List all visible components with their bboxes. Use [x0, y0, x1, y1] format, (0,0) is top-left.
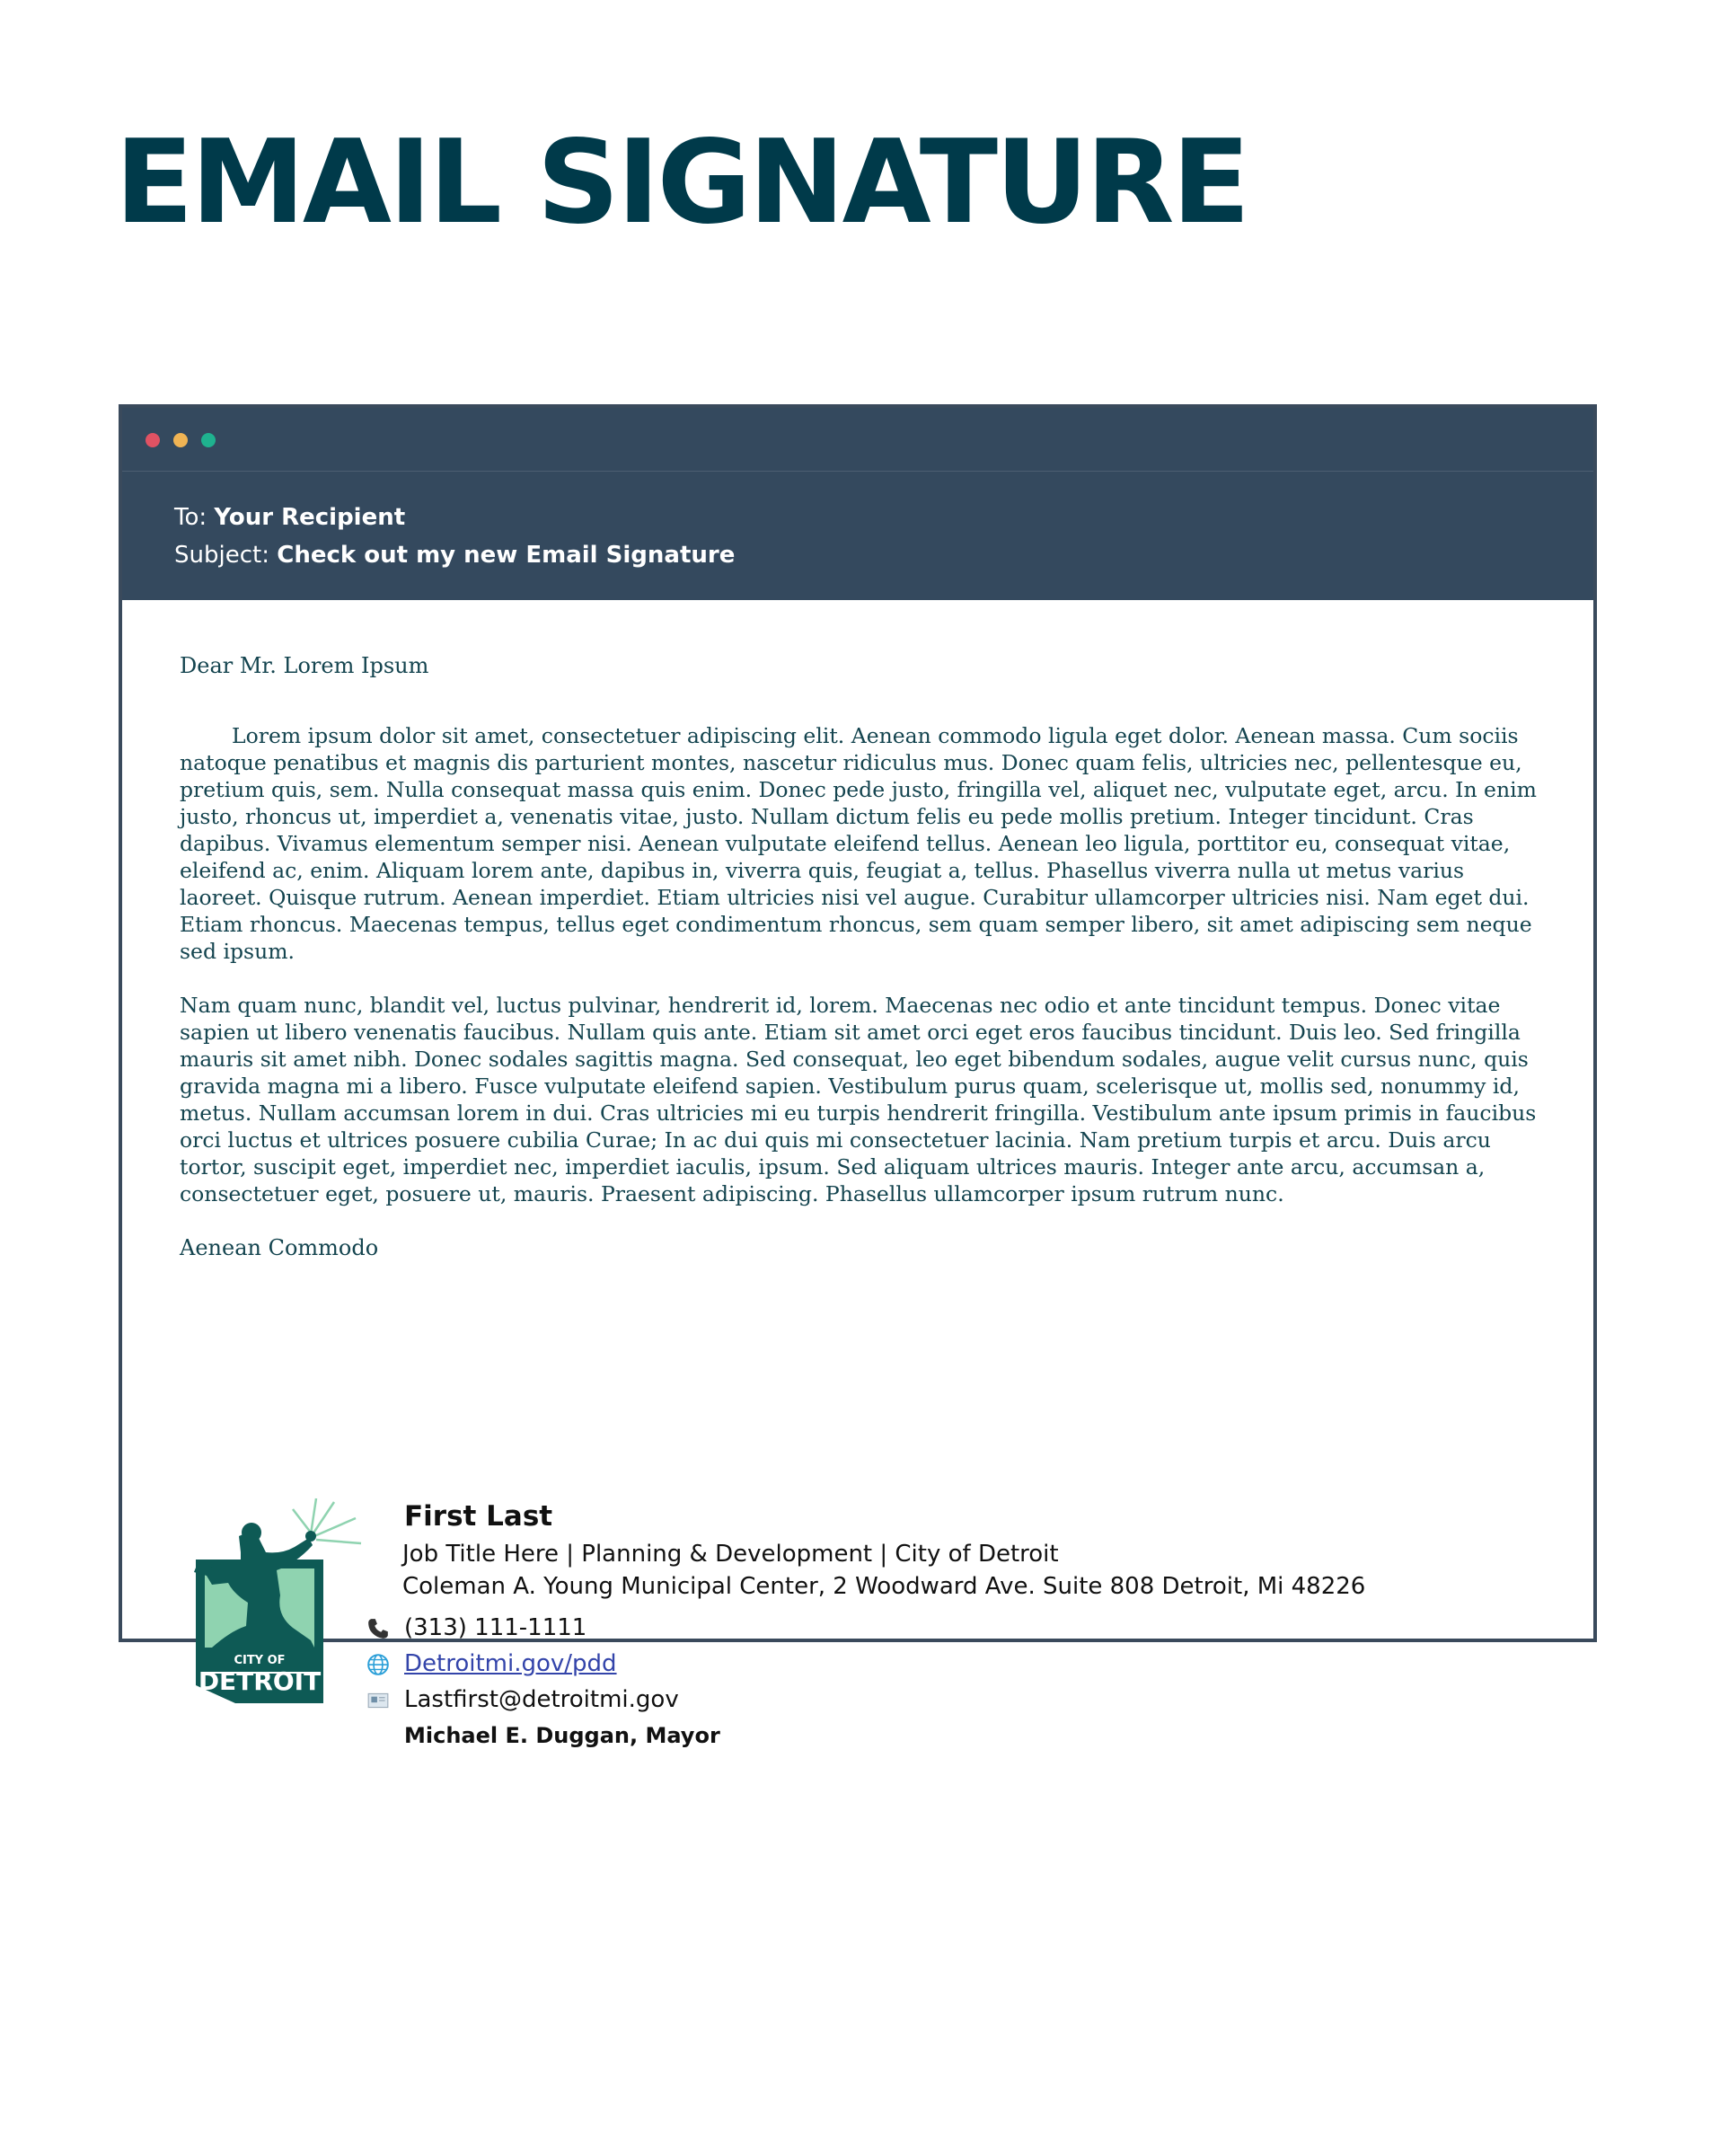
email-window [119, 404, 1597, 1748]
to-value: Your Recipient [214, 504, 406, 531]
signature-details [401, 1498, 1365, 1754]
signature-phone[interactable] [401, 1610, 1365, 1646]
city-of-detroit-logo [176, 1497, 365, 1703]
email-icon [366, 1689, 390, 1712]
logo-text-detroit: DETROIT [198, 1666, 322, 1696]
page-title: EMAIL SIGNATURE [115, 116, 1248, 250]
to-label: To: [174, 504, 207, 531]
signature-address: Coleman A. Young Municipal Center, 2 Woodward Ave. Suite 808 Detroit, Mi 48226 [402, 1573, 1366, 1600]
close-dot[interactable] [146, 433, 160, 447]
phone-icon [366, 1617, 390, 1640]
signature-mayor: Michael E. Duggan, Mayor [404, 1723, 720, 1748]
closing: Aenean Commodo [180, 1235, 379, 1260]
signature-email[interactable] [401, 1682, 1365, 1718]
greeting: Dear Mr. Lorem Ipsum [180, 653, 429, 678]
subject-row[interactable] [174, 536, 1593, 574]
subject-value: Check out my new Email Signature [277, 542, 736, 569]
globe-icon [366, 1653, 390, 1676]
logo-text-city-of: CITY OF [234, 1654, 286, 1667]
email-header [122, 472, 1593, 600]
body-paragraph-1: Lorem ipsum dolor sit amet, consectetuer adipiscing elit. Aenean commodo ligula eget dolor. Aenean massa. Cum sociis natoque penatibus et magnis dis parturient montes, nascetur ridiculus mus. Donec quam felis, ultricies nec, pellentesque eu, pretium quis, sem. Nulla consequat massa quis enim. Donec pede justo, fringilla vel, aliquet nec, vulputate eget, arcu. In enim justo, rhoncus ut, imperdiet a, venenatis vitae, justo. Nullam dictum felis eu pede mollis pretium. Integer tincidunt. Cras dapibus. Vivamus elementum semper nisi. Aenean vulputate eleifend tellus. Aenean leo ligula, porttitor eu, consequat vitae, eleifend ac, enim. Aliquam lorem ante, dapibus in, viverra quis, feugiat a, tellus. Phasellus viverra nulla ut metus varius laoreet. Quisque rutrum. Aenean imperdiet. Etiam ultricies nisi vel augue. Curabitur ullamcorper ultricies nisi. Nam eget dui. Etiam rhoncus. Maecenas tempus, tellus eget condimentum rhoncus, sem quam semper libero, sit amet adipiscing sem neque sed ipsum. [180, 723, 1537, 964]
email-body[interactable] [122, 600, 1593, 1748]
subject-label: Subject: [174, 542, 269, 569]
window-titlebar [122, 408, 1593, 472]
website-link[interactable]: Detroitmi.gov/pdd [404, 1650, 617, 1677]
signature-job-title: Job Title Here | Planning & Development | City of Detroit [402, 1541, 1059, 1568]
email-signature [122, 1498, 1593, 1786]
maximize-dot[interactable] [201, 433, 216, 447]
signature-website[interactable] [401, 1646, 1365, 1682]
body-paragraph-2: Nam quam nunc, blandit vel, luctus pulvinar, hendrerit id, lorem. Maecenas nec odio et ante tincidunt tempus. Donec vitae sapien ut libero venenatis faucibus. Nullam quis ante. Etiam sit amet orci eget eros faucibus tincidunt. Duis leo. Sed fringilla mauris sit amet nibh. Donec sodales sagittis magna. Sed consequat, leo eget bibendum sodales, augue velit cursus nunc, quis gravida magna mi a libero. Fusce vulputate eleifend sapien. Vestibulum purus quam, scelerisque ut, mollis sed, nonummy id, metus. Nullam accumsan lorem in dui. Cras ultricies mi eu turpis hendrerit fringilla. Vestibulum ante ipsum primis in faucibus orci luctus et ultrices posuere cubilia Curae; In ac dui quis mi consectetuer lacinia. Nam pretium turpis et arcu. Duis arcu tortor, suscipit eget, imperdiet nec, imperdiet iaculis, ipsum. Sed aliquam ultrices mauris. Integer ante arcu, accumsan a, consectetuer eget, posuere ut, mauris. Praesent adipiscing. Phasellus ullamcorper ipsum rutrum nunc. [180, 993, 1537, 1206]
phone-number: (313) 111-1111 [404, 1614, 587, 1641]
email-address: Lastfirst@detroitmi.gov [404, 1686, 679, 1713]
to-row[interactable] [174, 499, 1593, 536]
minimize-dot[interactable] [173, 433, 188, 447]
signature-name: First Last [404, 1500, 553, 1533]
